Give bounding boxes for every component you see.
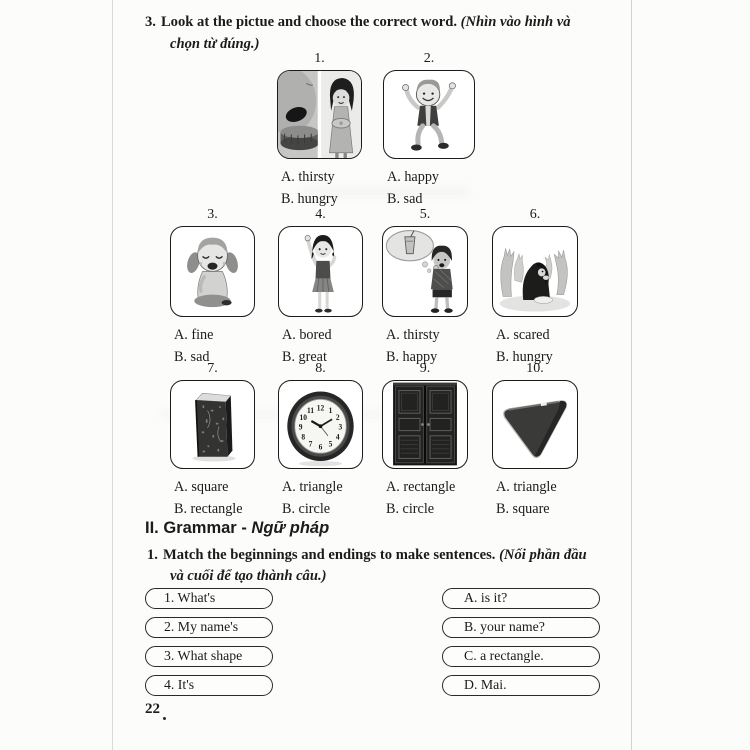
- exercise3-item-8: [278, 358, 363, 520]
- match-beginning-4: 4. It's: [145, 675, 273, 696]
- exercise3-item-6: [492, 204, 578, 368]
- scan-dot-artifact: [163, 717, 166, 720]
- clock-number: 9: [298, 422, 303, 432]
- match-ending-a: A. is it?: [442, 588, 600, 609]
- grammar-exercise1-line1: [147, 545, 587, 566]
- option-a: A. fine: [174, 327, 214, 343]
- option-b: B. rectangle: [174, 500, 243, 517]
- option-b: B. sad: [387, 190, 423, 207]
- grammar-section-heading: [145, 519, 329, 538]
- exercise3-item-10: [492, 358, 578, 520]
- match-beginnings-column: [145, 588, 273, 696]
- picture-number: 1.: [314, 51, 325, 66]
- option-a: A. square: [174, 479, 229, 495]
- book-illustration: [170, 380, 255, 469]
- option-a: A. thirsty: [281, 169, 335, 185]
- clock-number: 10: [299, 412, 307, 423]
- option-a: A. scared: [496, 327, 550, 343]
- picture-number: 7.: [207, 361, 218, 376]
- page-right-edge-line: [631, 0, 632, 750]
- option-a: A. triangle: [496, 479, 557, 495]
- exercise3-number: 3.: [145, 14, 156, 30]
- clock-number: 5: [328, 439, 333, 449]
- match-beginning-1: 1. What's: [145, 588, 273, 609]
- scared-girl-illustration: [492, 226, 578, 317]
- grammar-exercise1-line2: và cuối để tạo thành câu.): [170, 568, 327, 584]
- option-b: B. great: [282, 348, 327, 365]
- grammar-exercise1-heading: [147, 545, 587, 587]
- picture-number: 5.: [419, 207, 431, 222]
- exercise3-title-vi: (Nhìn vào hình và: [460, 14, 571, 30]
- clock-number: 8: [301, 432, 306, 442]
- picture-number: 4.: [315, 207, 326, 222]
- picture-number: 2.: [423, 51, 435, 66]
- clock-number: 3: [338, 422, 343, 432]
- exercise3-item-5: [382, 204, 468, 368]
- picture-number: 8.: [315, 361, 326, 376]
- match-ending-b: B. your name?: [442, 617, 600, 638]
- option-b: B. square: [496, 500, 550, 517]
- exercise3-heading-line2: chọn từ đúng.): [170, 36, 260, 52]
- option-b: B. hungry: [496, 348, 553, 365]
- option-a: A. happy: [387, 169, 440, 185]
- exercise3-item-1: [277, 48, 362, 210]
- grammar-section-title-vi: Ngữ pháp: [251, 519, 330, 537]
- clock-number: 1: [328, 406, 333, 416]
- exercise3-item-4: [278, 204, 363, 368]
- picture-number: 3.: [207, 207, 218, 222]
- option-a: A. triangle: [282, 479, 343, 495]
- grammar-exercise1-title-en: Match the beginnings and endings to make sentences.: [162, 547, 496, 563]
- page-left-edge-line: [112, 0, 113, 750]
- thirsty-boy-illustration: [382, 226, 468, 317]
- exercise3-title-en: Look at the pictue and choose the correct word.: [160, 14, 457, 30]
- grammar-section-title: Grammar -: [163, 519, 247, 537]
- picture-number: 6.: [529, 207, 541, 222]
- option-a: A. rectangle: [386, 479, 456, 495]
- option-b: B. circle: [282, 500, 331, 517]
- grammar-section-number: II.: [145, 519, 159, 537]
- clock-number: 7: [308, 439, 313, 449]
- match-beginning-2: 2. My name's: [145, 617, 273, 638]
- clock-number: 11: [307, 406, 315, 416]
- clock-number: 6: [318, 442, 323, 452]
- clock-number: 2: [335, 412, 340, 423]
- clock-number: 12: [316, 403, 325, 413]
- clock-illustration: [278, 380, 363, 469]
- exercise3-item-3: [170, 204, 255, 368]
- exercise3-heading-line1: [145, 11, 635, 33]
- door-illustration: [382, 380, 468, 469]
- triangle-illustration: [492, 380, 578, 469]
- exercise3-item-9: [382, 358, 468, 520]
- grammar-exercise1-number: 1.: [147, 547, 158, 563]
- option-a: A. bored: [282, 327, 332, 343]
- option-b: B. circle: [386, 500, 435, 517]
- hungry-woman-illustration: [277, 70, 362, 159]
- crying-girl-illustration: [170, 226, 255, 317]
- exercise3-item-7: [170, 358, 255, 520]
- picture-number: 9.: [419, 361, 431, 376]
- happy-boy-illustration: [383, 70, 475, 159]
- option-b: B. sad: [174, 348, 210, 365]
- waving-girl-illustration: [278, 226, 363, 317]
- match-endings-column: [442, 588, 600, 696]
- option-b: B. hungry: [281, 190, 338, 207]
- exercise3-item-2: [383, 48, 475, 210]
- clock-number: 4: [335, 432, 340, 442]
- match-ending-c: C. a rectangle.: [442, 646, 600, 667]
- picture-number: 10.: [526, 361, 544, 376]
- option-b: B. happy: [386, 348, 438, 365]
- grammar-exercise1-title-vi: (Nối phần đầu: [499, 547, 587, 563]
- match-ending-d: D. Mai.: [442, 675, 600, 696]
- match-beginning-3: 3. What shape: [145, 646, 273, 667]
- option-a: A. thirsty: [386, 327, 440, 343]
- page-number: 22: [145, 701, 160, 717]
